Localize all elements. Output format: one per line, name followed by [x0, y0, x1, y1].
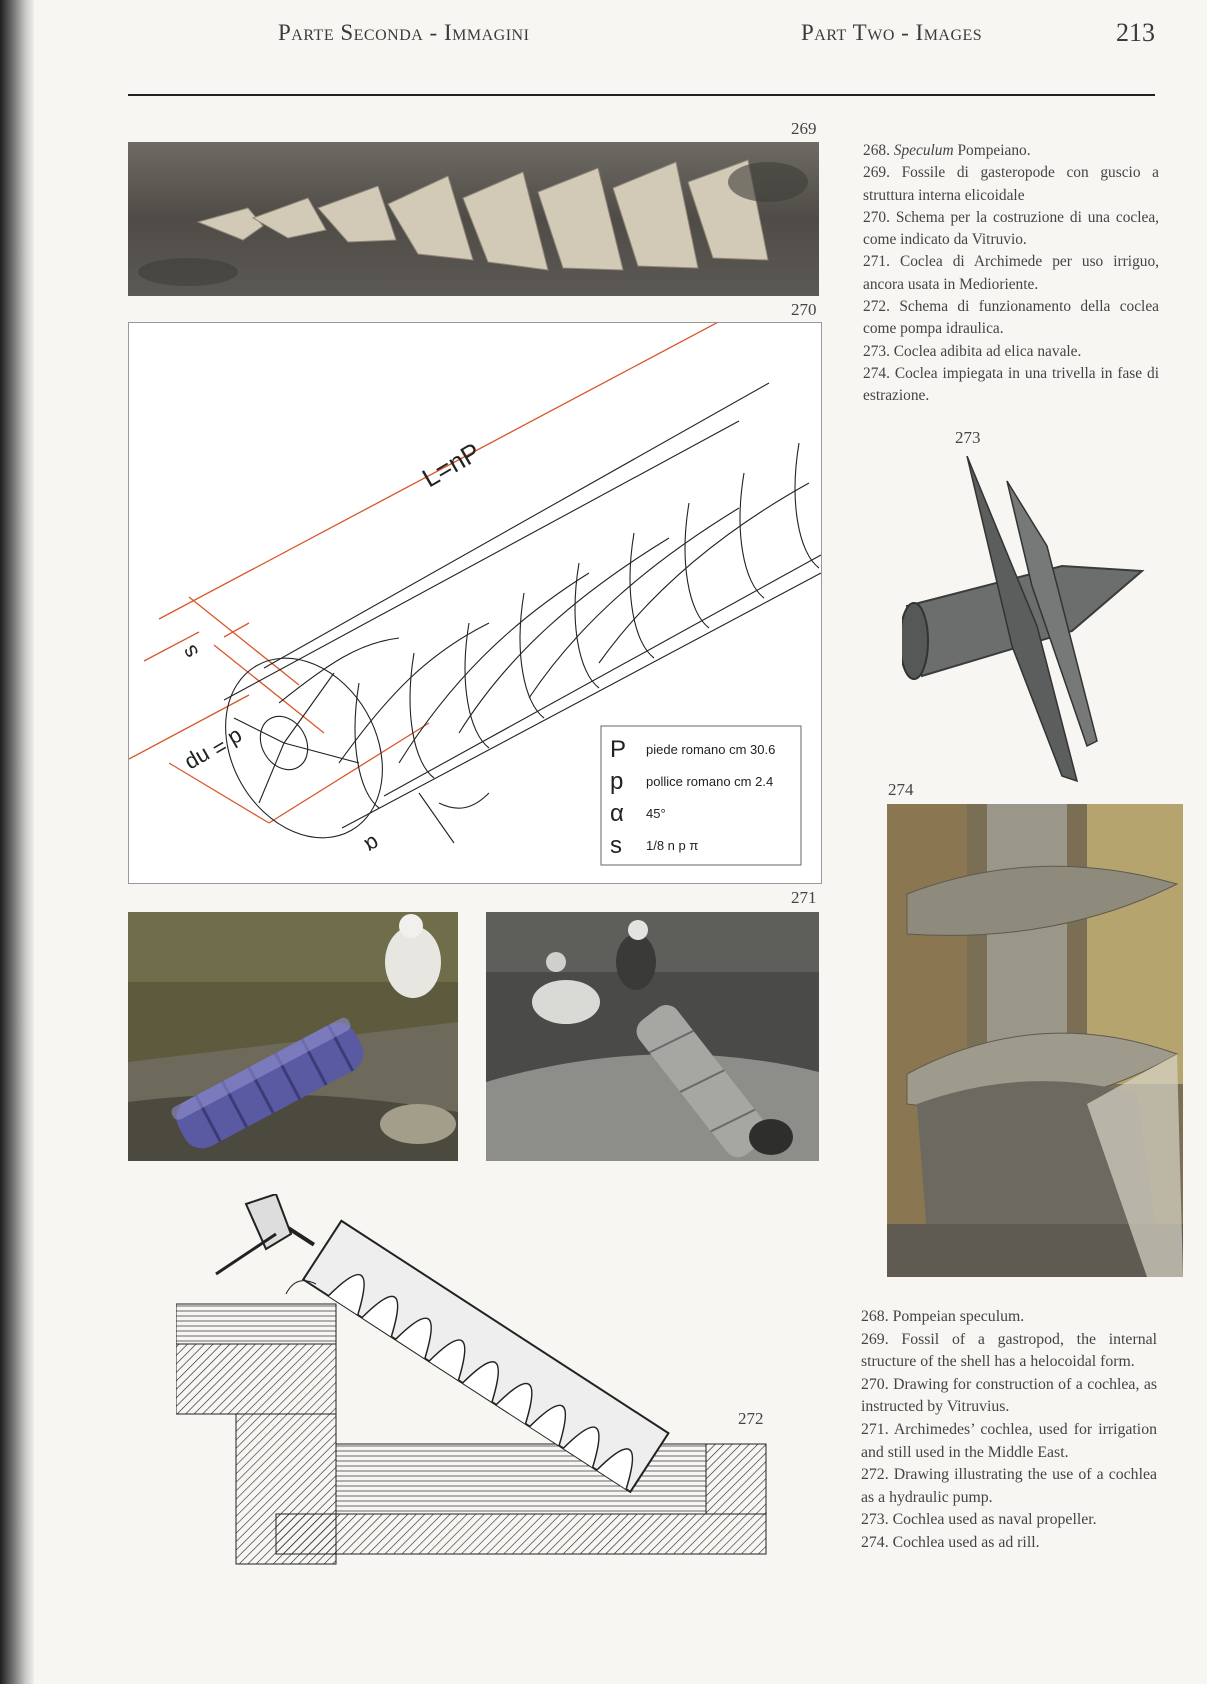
legend-text-2: 45°: [646, 806, 666, 821]
fossil-gastropod-photo: [128, 142, 819, 296]
header-rule: [128, 94, 1155, 96]
caption-en-273: 273. Cochlea used as naval propeller.: [861, 1511, 1097, 1529]
caption-en-271: 271. Archimedes’ cochlea, used for irrigation and still used in the Middle East.: [861, 1420, 1157, 1461]
caption-en-274: 274. Cochlea used as ad rill.: [861, 1533, 1040, 1551]
diameter-label: d = np: [181, 724, 248, 778]
legend-symbol-0: P: [610, 736, 627, 763]
captions-english: [861, 1306, 1157, 1555]
caption-it-274: 274. Coclea impiegata in una trivella in fase di estrazione.: [863, 364, 1159, 405]
legend-symbol-1: p: [610, 768, 624, 795]
caption-en-272: 272. Drawing illustrating the use of a cochlea as a hydraulic pump.: [861, 1466, 1157, 1506]
book-spine-shadow: [0, 0, 34, 1684]
cochlea-construction-diagram: [128, 322, 822, 884]
caption-it-269: 269. Fossile di gasteropode con guscio a struttura interna elicoidale: [863, 164, 1159, 204]
archimedes-screw-bw-photo: [486, 912, 819, 1161]
legend-symbol-2: α: [610, 800, 624, 827]
caption-it-268: 268. Speculum Pompeiano.: [863, 142, 1031, 159]
running-header-english: Part Two - Images: [801, 20, 983, 45]
archimedes-screw-color-photo: [128, 912, 458, 1161]
page-number: 213: [1116, 18, 1155, 47]
legend-text-1: pollice romano cm 2.4: [646, 774, 774, 789]
caption-it-273: 273. Coclea adibita ad elica navale.: [863, 342, 1082, 360]
naval-propeller-photo: [902, 456, 1152, 784]
alpha-angle-label: α: [360, 830, 384, 859]
legend-text-3: 1/8 n p π: [646, 838, 699, 853]
caption-it-270: 270. Schema per la costruzione di una coclea, come indicato da Vitruvio.: [863, 208, 1160, 249]
figure-number-271: 271: [791, 888, 817, 907]
legend-symbol-3: s: [610, 832, 622, 859]
legend-text-0: piede romano cm 30.6: [646, 742, 776, 757]
figure-number-273: 273: [955, 428, 981, 447]
figure-number-269: 269: [791, 119, 817, 138]
captions-italian: [863, 140, 1159, 408]
running-header-italian: Parte Seconda - Immagini: [278, 20, 530, 45]
caption-en-268: 268. Pompeian speculum.: [861, 1308, 1025, 1325]
s-dimension-label: s: [176, 640, 204, 663]
drill-auger-photo: [887, 804, 1183, 1277]
caption-it-272: 272. Schema di funzionamento della coclea come pompa idraulica.: [863, 298, 1160, 338]
caption-en-270: 270. Drawing for construction of a cochlea, as instructed by Vitruvius.: [861, 1375, 1157, 1416]
caption-en-269: 269. Fossil of a gastropod, the internal structure of the shell has a helocoidal form.: [861, 1330, 1157, 1371]
caption-it-271: 271. Coclea di Archimede per uso irriguo, ancora usata in Medioriente.: [863, 253, 1160, 293]
figure-number-272: 272: [738, 1409, 764, 1428]
length-label: L=nP: [417, 436, 486, 494]
figure-number-270: 270: [791, 300, 817, 319]
hydraulic-pump-engraving: [176, 1194, 772, 1572]
figure-number-274: 274: [888, 780, 914, 799]
